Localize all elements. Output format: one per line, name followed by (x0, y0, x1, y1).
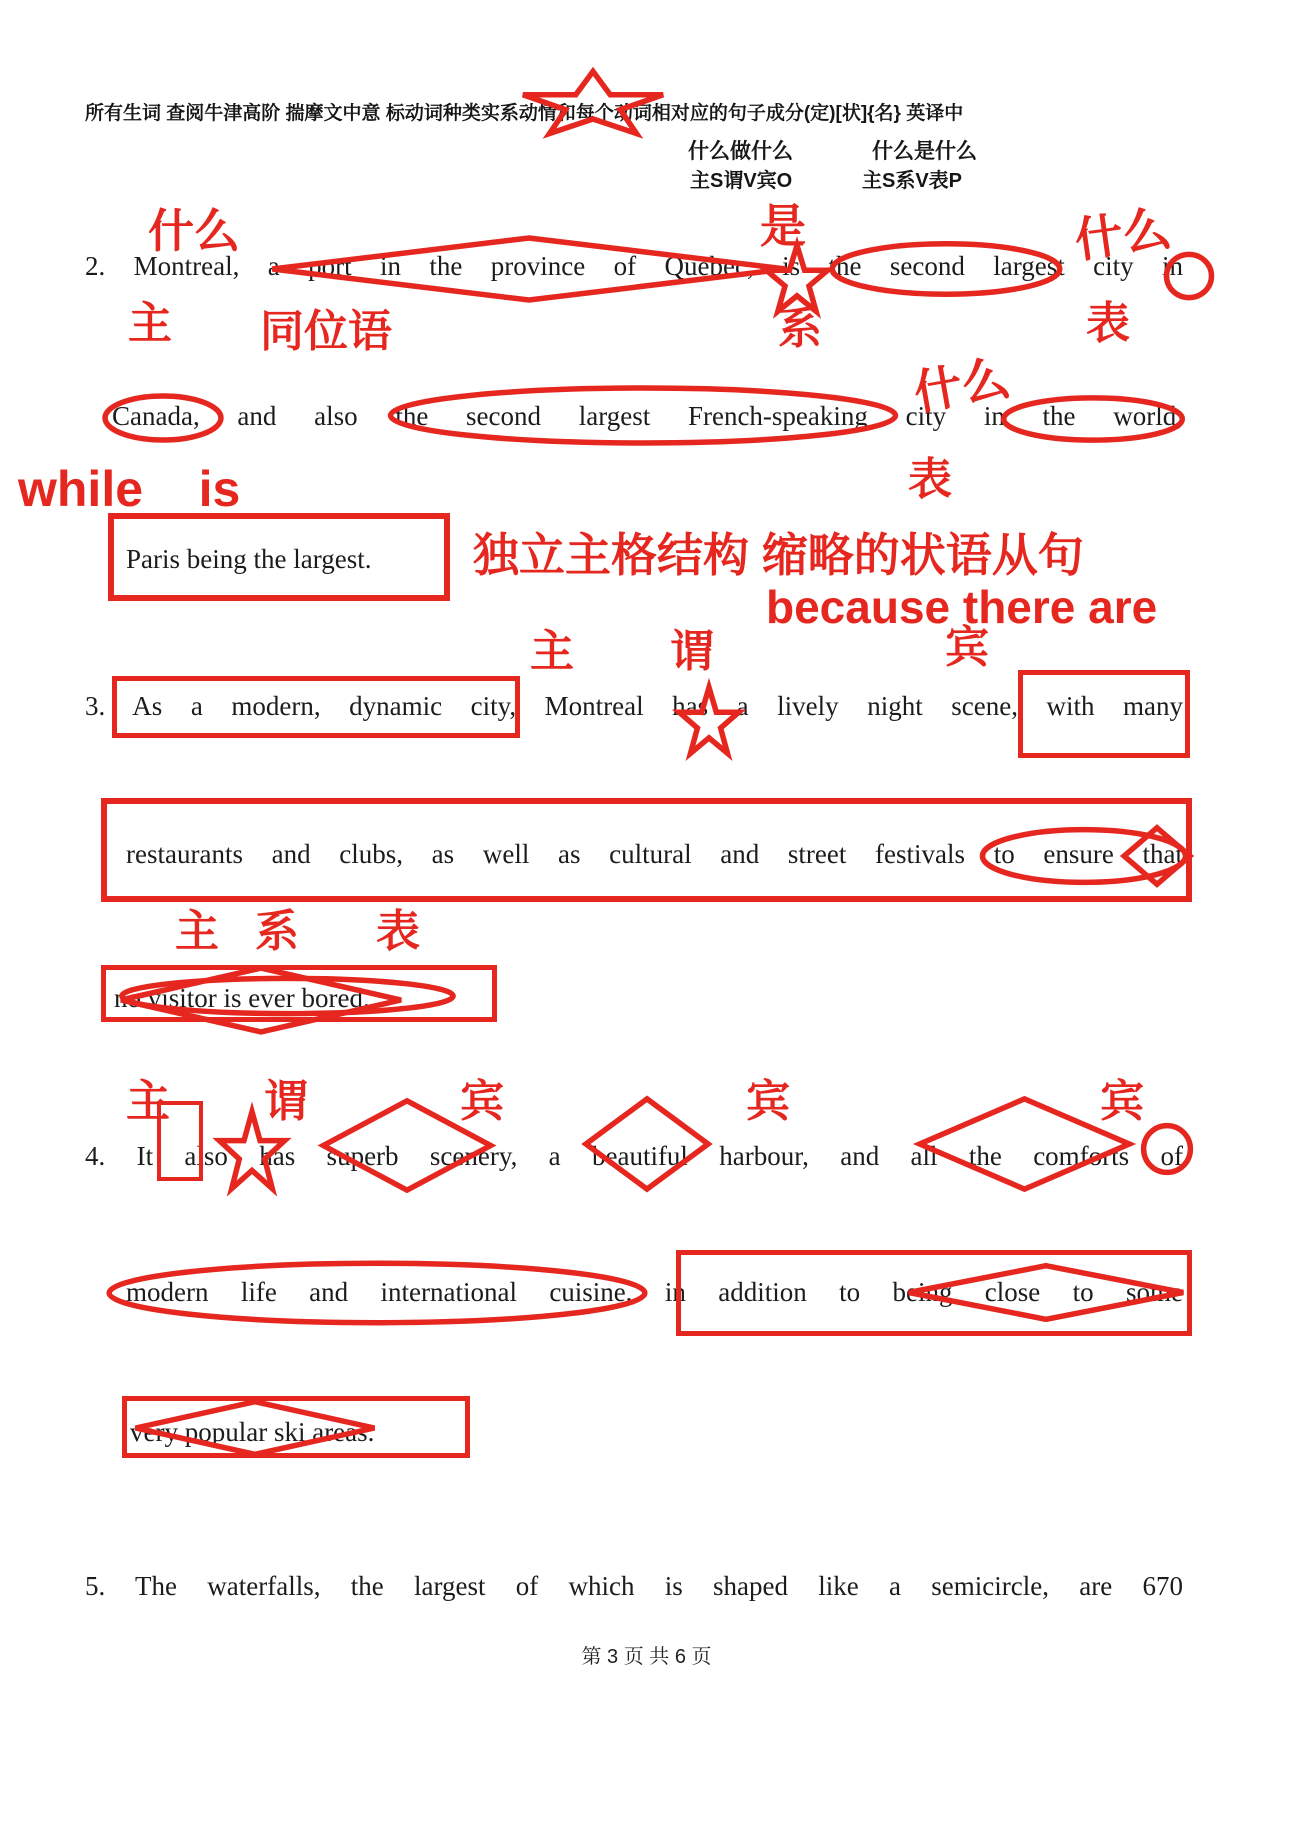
header-instructions: 所有生词 查阅牛津高阶 揣摩文中意 标动词种类实系动情和每个动词相对应的句子成分(定)[状]{名} 英译中 (85, 103, 964, 124)
sentence-5-line-1: 5. The waterfalls, the largest of which is shaped like a semicircle, are 670 (85, 1571, 1183, 1601)
sentence-4-line-3: very popular ski areas. (130, 1417, 375, 1447)
diamond-icon (900, 1264, 1192, 1321)
ellipse-icon (100, 393, 226, 443)
annotation-what: 什么 (148, 205, 240, 257)
diamond-icon (128, 1400, 382, 1456)
annotation-subject: 主 (175, 907, 219, 956)
ellipse-icon (380, 385, 906, 446)
annotation-subject: 主 (128, 299, 172, 348)
diamond-icon (112, 966, 410, 1034)
header-pattern-be: 什么是什么 (872, 140, 977, 163)
annotation-predicative: 表 (1086, 299, 1130, 348)
annotation-box-with-many (1018, 670, 1190, 758)
sentence-3-line-1: 3. As a modern, dynamic city, Montreal has a lively night scene, with many (85, 691, 1183, 721)
annotation-appositive: 同位语 (260, 307, 392, 356)
annotation-while-is: while is (18, 461, 241, 517)
annotation-box-as-modern-city (112, 676, 520, 738)
annotation-object: 宾 (945, 623, 989, 672)
header-formula-do: 主S谓V宾O (690, 170, 793, 192)
ellipse-icon (998, 395, 1188, 443)
sentence-2-line-3: Paris being the largest. (126, 544, 372, 574)
circle-icon (1141, 1123, 1193, 1175)
header-formula-be: 主S系V表P (862, 170, 963, 192)
ellipse-icon (98, 1260, 656, 1326)
sentence-3-line-3: no visitor is ever bored. (114, 983, 370, 1013)
annotation-object: 宾 (1100, 1077, 1144, 1126)
header-pattern-do: 什么做什么 (688, 140, 793, 163)
annotation-what: 什么 (1071, 202, 1175, 269)
annotation-absolute-construction: 独立主格结构 缩略的状语从句 (473, 529, 1084, 581)
diamond-icon (256, 236, 802, 302)
star-icon (520, 70, 666, 138)
annotation-linking-verb: 系 (255, 907, 299, 956)
annotation-because-there-are: because there are (766, 581, 1158, 633)
diamond-icon (582, 1096, 712, 1192)
sentence-4-line-1: 4. It also has superb scenery, a beautiful harbour, and all the comforts of (85, 1141, 1183, 1171)
sentence-2-line-1: 2. Montreal, a port in the province of Quebec, is the second largest city in (85, 251, 1183, 281)
page-indicator: 第 3 页 共 6 页 (581, 1646, 712, 1668)
annotation-object: 宾 (460, 1077, 504, 1126)
sentence-4-line-2: modern life and international cuisine, in addition to being close to some (126, 1277, 1183, 1307)
annotation-linking-verb: 系 (778, 304, 822, 353)
annotation-box-paris (108, 513, 450, 601)
annotation-predicate: 谓 (670, 627, 714, 676)
star-icon (678, 686, 740, 758)
ellipse-icon (825, 241, 1067, 297)
annotation-is: 是 (760, 200, 806, 252)
annotation-predicative: 表 (376, 907, 420, 956)
sentence-2-line-2: Canada, and also the second largest French-speaking city in the world, (112, 401, 1183, 431)
sentence-3-line-2: restaurants and clubs, as well as cultural and street festivals to ensure that (126, 839, 1183, 869)
annotation-subject: 主 (126, 1077, 170, 1126)
diamond-icon (1122, 826, 1192, 886)
annotation-subject: 主 (530, 627, 574, 676)
annotation-what: 什么 (910, 352, 1014, 421)
annotation-object: 宾 (746, 1077, 790, 1126)
annotation-predicative: 表 (908, 455, 952, 504)
circle-icon (1164, 252, 1214, 300)
annotation-predicate: 谓 (264, 1077, 308, 1126)
